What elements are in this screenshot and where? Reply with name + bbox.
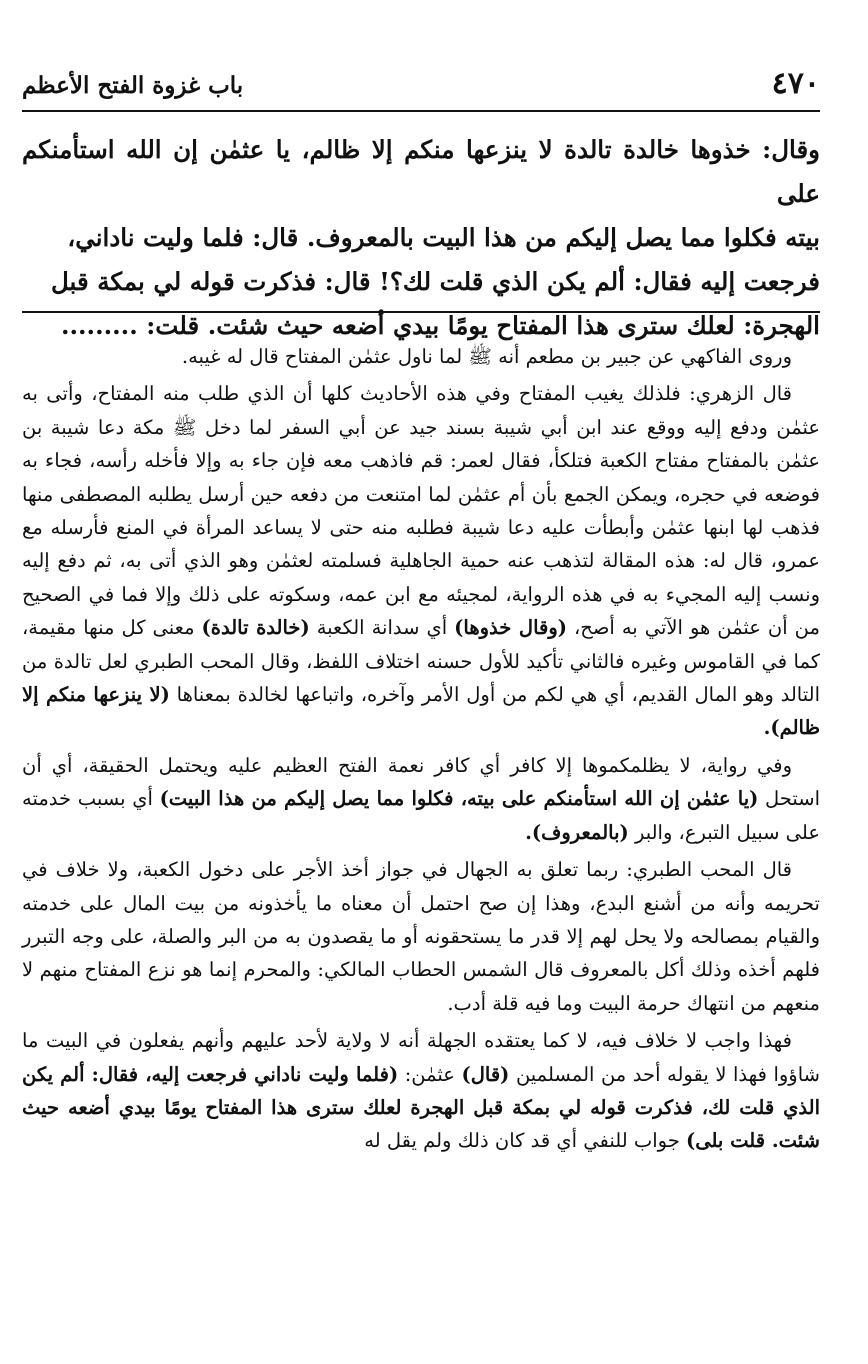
quoted-phrase: (قال) (461, 1062, 510, 1086)
commentary-paragraph (22, 340, 820, 373)
page-number: ٤٧٠ (771, 66, 820, 101)
hadith-line: بيته فكلوا مما يصل إليكم من هذا البيت بالمعروف. قال: فلما وليت ناداني، (67, 223, 820, 252)
commentary-text-run: قال المحب الطبري: ربما تعلق به الجهال في جواز أخذ الأجر على دخول الكعبة، ولا خلاف في تحريمه وأنه من أشنع البدع، وهذا إن صح احتمل أن معناه ما يأخذونه من بيت المال على خدمته والقيام بمصالحه ولا يحل لهم إلا قدر ما يستحقونه أو ما يقصدون به من البر والصلة، على وجه التبرر فلهم أخذه وذلك أكل بالمعروف قال الشمس الحطاب المالكي: والمحرم إنما هو نزع المفتاح منهم لا منعهم من انتهاك حرمة البيت وما فيه قلة أدب. (22, 858, 820, 1015)
page-header (22, 60, 820, 110)
commentary-text-run: وروى الفاكهي عن جبير بن مطعم أنه ﷺ لما ناول عثمٰن المفتاح قال له غيبه. (181, 345, 792, 368)
commentary-text (22, 340, 820, 1162)
hadith-text (22, 128, 820, 348)
commentary-text-run: فهذا واجب لا خلاف فيه، لا كما يعتقده الجهلة أنه لا ولاية لأحد عليهم وأنهم يفعلون في البيت ما شاؤوا فهذا لا يقوله أحد من المسلمين (22, 1029, 821, 1086)
commentary-paragraph (22, 749, 820, 849)
quoted-phrase: (فلما وليت ناداني فرجعت إليه، فقال: ألم يكن الذي قلت لك، فذكرت قوله لي بمكة قبل الهجرة لعلك سترى هذا المفتاح يومًا بيدي أضعه حيث شئت. قلت بلى) (22, 1062, 820, 1153)
chapter-title: باب غزوة الفتح الأعظم (22, 72, 244, 99)
commentary-text-run: جواب للنفي أي قد كان ذلك ولم يقل له (364, 1129, 680, 1153)
commentary-text-run: معنى كل منها مقيمة، كما في القاموس وغيره فالثاني تأكيد للأول حسنه اختلاف اللفظ، وقال المحب الطبري لعل تالدة من التالد وهو المال القديم، أي هي لكم من أول الأمر وآخره، واتباعها لخالدة بمعناها (22, 616, 820, 707)
commentary-paragraph (22, 1024, 820, 1158)
commentary-text-run: قال الزهري: فلذلك يغيب المفتاح وفي هذه الأحاديث كلها أن الذي طلب منه المفتاح، وأتى به عثمٰن ودفع إليه ووقع عند ابن أبي شيبة بسند جيد عن أبي السفر لما دخل ﷺ مكة دعا شيبة بن عثمٰن بالمفتاح مفتاح الكعبة فتلكأ، فقال لعمر: قم فاذهب معه فإن جاء به وإلا فأخله رأسه، فجاء به فوضعه في حجره، ويمكن الجمع بأن أم عثمٰن لما امتنعت من دفعه حين أرسل يطلبه المصطفى منها فذهب لها ابنها عثمٰن وأبطأت عليه دعا شيبة فطلبه منه حتى لا يساعد المرأة في المنع فأرسله مع عمرو، قال له: هذه المقالة لتذهب عنه حمية الجاهلية فسلمته لعثمٰن وهو الذي أتى به، ثم دفع إليه ونسب إليه المجيء به في هذه الرواية، لمجيئه مع ابن عمه، وسكوته على ذلك وإلا فما في الصحيح من أن عثمٰن هو الآتي به أصح، (22, 382, 820, 640)
commentary-text-run: وفي رواية، لا يظلمكموها إلا كافر أي كافر نعمة الفتح العظيم عليه ويحتمل الحقيقة، أي أن استحل (22, 753, 820, 811)
hadith-line: الهجرة: لعلك سترى هذا المفتاح يومًا بيدي أضعه حيث شئت. قلت: ......... (60, 311, 820, 340)
quoted-phrase: (وقال خذوها) (454, 616, 567, 640)
quoted-phrase: (يا عثمٰن إن الله استأمنكم على بيته، فكلوا مما يصل إليكم من هذا البيت) (159, 787, 759, 811)
commentary-text-run: أي سدانة الكعبة (316, 616, 448, 640)
quoted-phrase: (بالمعروف). (525, 820, 629, 844)
hadith-line: فرجعت إليه فقال: ألم يكن الذي قلت لك؟! قال: فذكرت قوله لي بمكة قبل (51, 267, 820, 296)
text-divider (22, 311, 820, 313)
hadith-line: وقال: خذوها خالدة تالدة لا ينزعها منكم إلا ظالم، يا عثمٰن إن الله استأمنكم على (22, 135, 820, 208)
commentary-paragraph (22, 853, 820, 1020)
commentary-text-run: أي بسبب خدمته على سبيل التبرع، والبر (22, 787, 820, 844)
quoted-phrase: (لا ينزعها منكم إلا ظالم). (22, 683, 820, 740)
commentary-paragraph (22, 377, 820, 744)
quoted-phrase: (خالدة تالدة) (201, 616, 310, 640)
header-divider (22, 110, 820, 112)
commentary-text-run: عثمٰن: (404, 1062, 455, 1086)
